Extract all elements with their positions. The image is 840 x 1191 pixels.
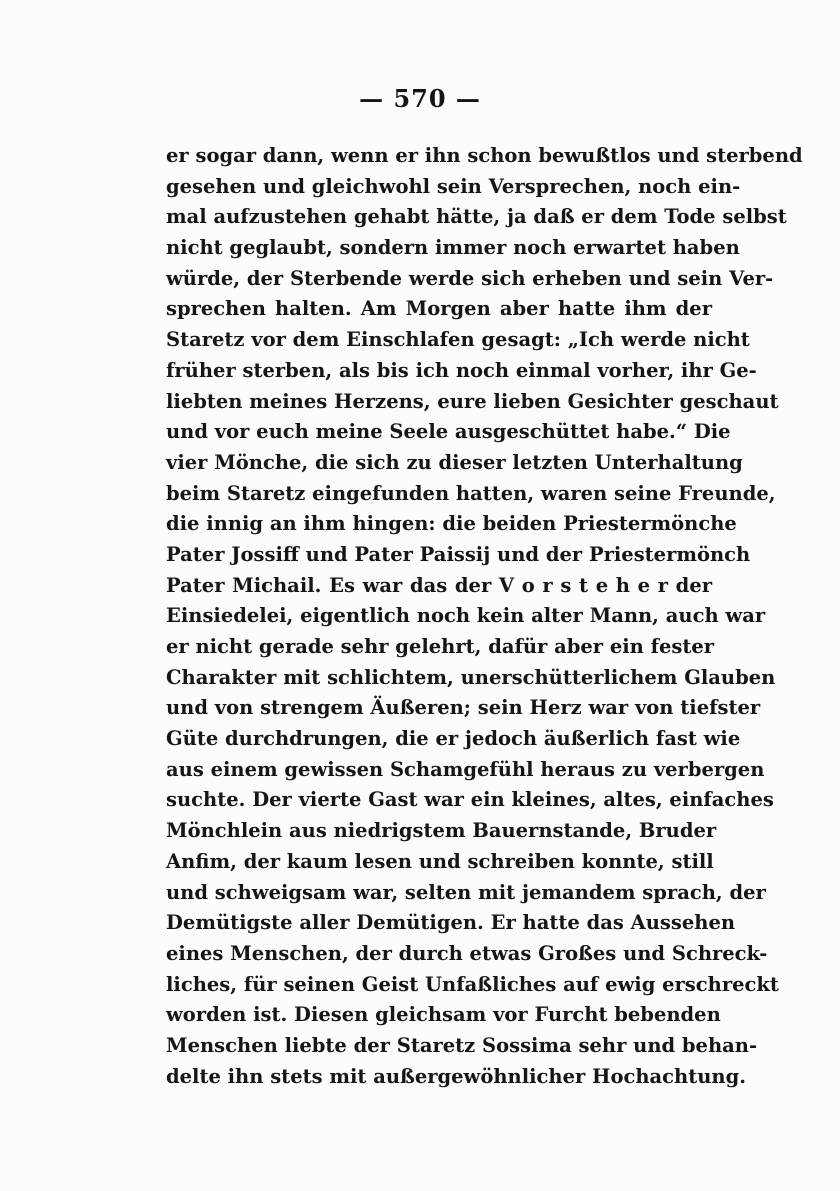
text-line: aus einem gewissen Schamgefühl heraus zu verbergen: [166, 757, 765, 781]
text-line: die innig an ihm hingen: die beiden Priestermönche: [166, 512, 737, 536]
text-line: Anfim, der kaum lesen und schreiben konnte, still: [166, 849, 714, 873]
text-line: Mönchlein aus niedrigstem Bauernstande, Bruder: [166, 819, 717, 843]
text-line: früher sterben, als bis ich noch einmal vorher, ihr Ge-: [166, 358, 757, 382]
text-line: beim Staretz eingefunden hatten, waren seine Freunde,: [166, 481, 776, 505]
text-line: suchte. Der vierte Gast war ein kleines, altes, einfaches: [166, 788, 774, 812]
text-line: Einsiedelei, eigentlich noch kein alter Mann, auch war: [166, 604, 766, 628]
text-line: Staretz vor dem Einschlafen gesagt: „Ich werde nicht: [166, 328, 750, 352]
text-line: worden ist. Diesen gleichsam vor Furcht bebenden: [166, 1003, 721, 1027]
text-line: Charakter mit schlichtem, unerschütterlichem Glauben: [166, 665, 776, 689]
page-number: — 570 —: [359, 84, 481, 113]
text-line: er sogar dann, wenn er ihn schon bewußtlos und sterbend: [166, 144, 803, 167]
text-line: gesehen und gleichwohl sein Versprechen, noch ein-: [166, 174, 741, 198]
body-text: [166, 141, 803, 1092]
text-line: vier Mönche, die sich zu dieser letzten Unterhaltung: [166, 450, 743, 474]
text-line: liches, für seinen Geist Unfaßliches auf ewig erschreckt: [166, 972, 779, 996]
text-line: delte ihn stets mit außergewöhnlicher Hochachtung.: [166, 1064, 746, 1088]
text-line: Pater Michail. Es war das der V o r s t e h e r der: [166, 573, 712, 597]
text-line: Demütigste aller Demütigen. Er hatte das Aussehen: [166, 911, 736, 935]
text-line: und vor euch meine Seele ausgeschüttet habe.“ Die: [166, 420, 731, 444]
text-line: sprechen halten. Am Morgen aber hatte ihm der: [166, 297, 712, 321]
text-line: Güte durchdrungen, die er jedoch äußerlich fast wie: [166, 727, 741, 751]
text-line: Pater Jossiff und Pater Paissij und der Priestermönch: [166, 542, 751, 566]
text-line: würde, der Sterbende werde sich erheben und sein Ver-: [166, 266, 774, 290]
text-line: und schweigsam war, selten mit jemandem sprach, der: [166, 880, 766, 904]
text-line: und von strengem Äußeren; sein Herz war von tiefster: [166, 696, 761, 720]
text-line: mal aufzustehen gehabt hätte, ja daß er dem Tode selbst: [166, 205, 787, 229]
text-line: er nicht gerade sehr gelehrt, dafür aber ein fester: [166, 635, 715, 658]
text-line: liebten meines Herzens, eure lieben Gesichter geschaut: [166, 389, 779, 413]
text-line: Menschen liebte der Staretz Sossima sehr und behan-: [166, 1033, 758, 1057]
text-line: eines Menschen, der durch etwas Großes und Schreck-: [166, 941, 768, 965]
text-line: nicht geglaubt, sondern immer noch erwartet haben: [166, 236, 740, 260]
